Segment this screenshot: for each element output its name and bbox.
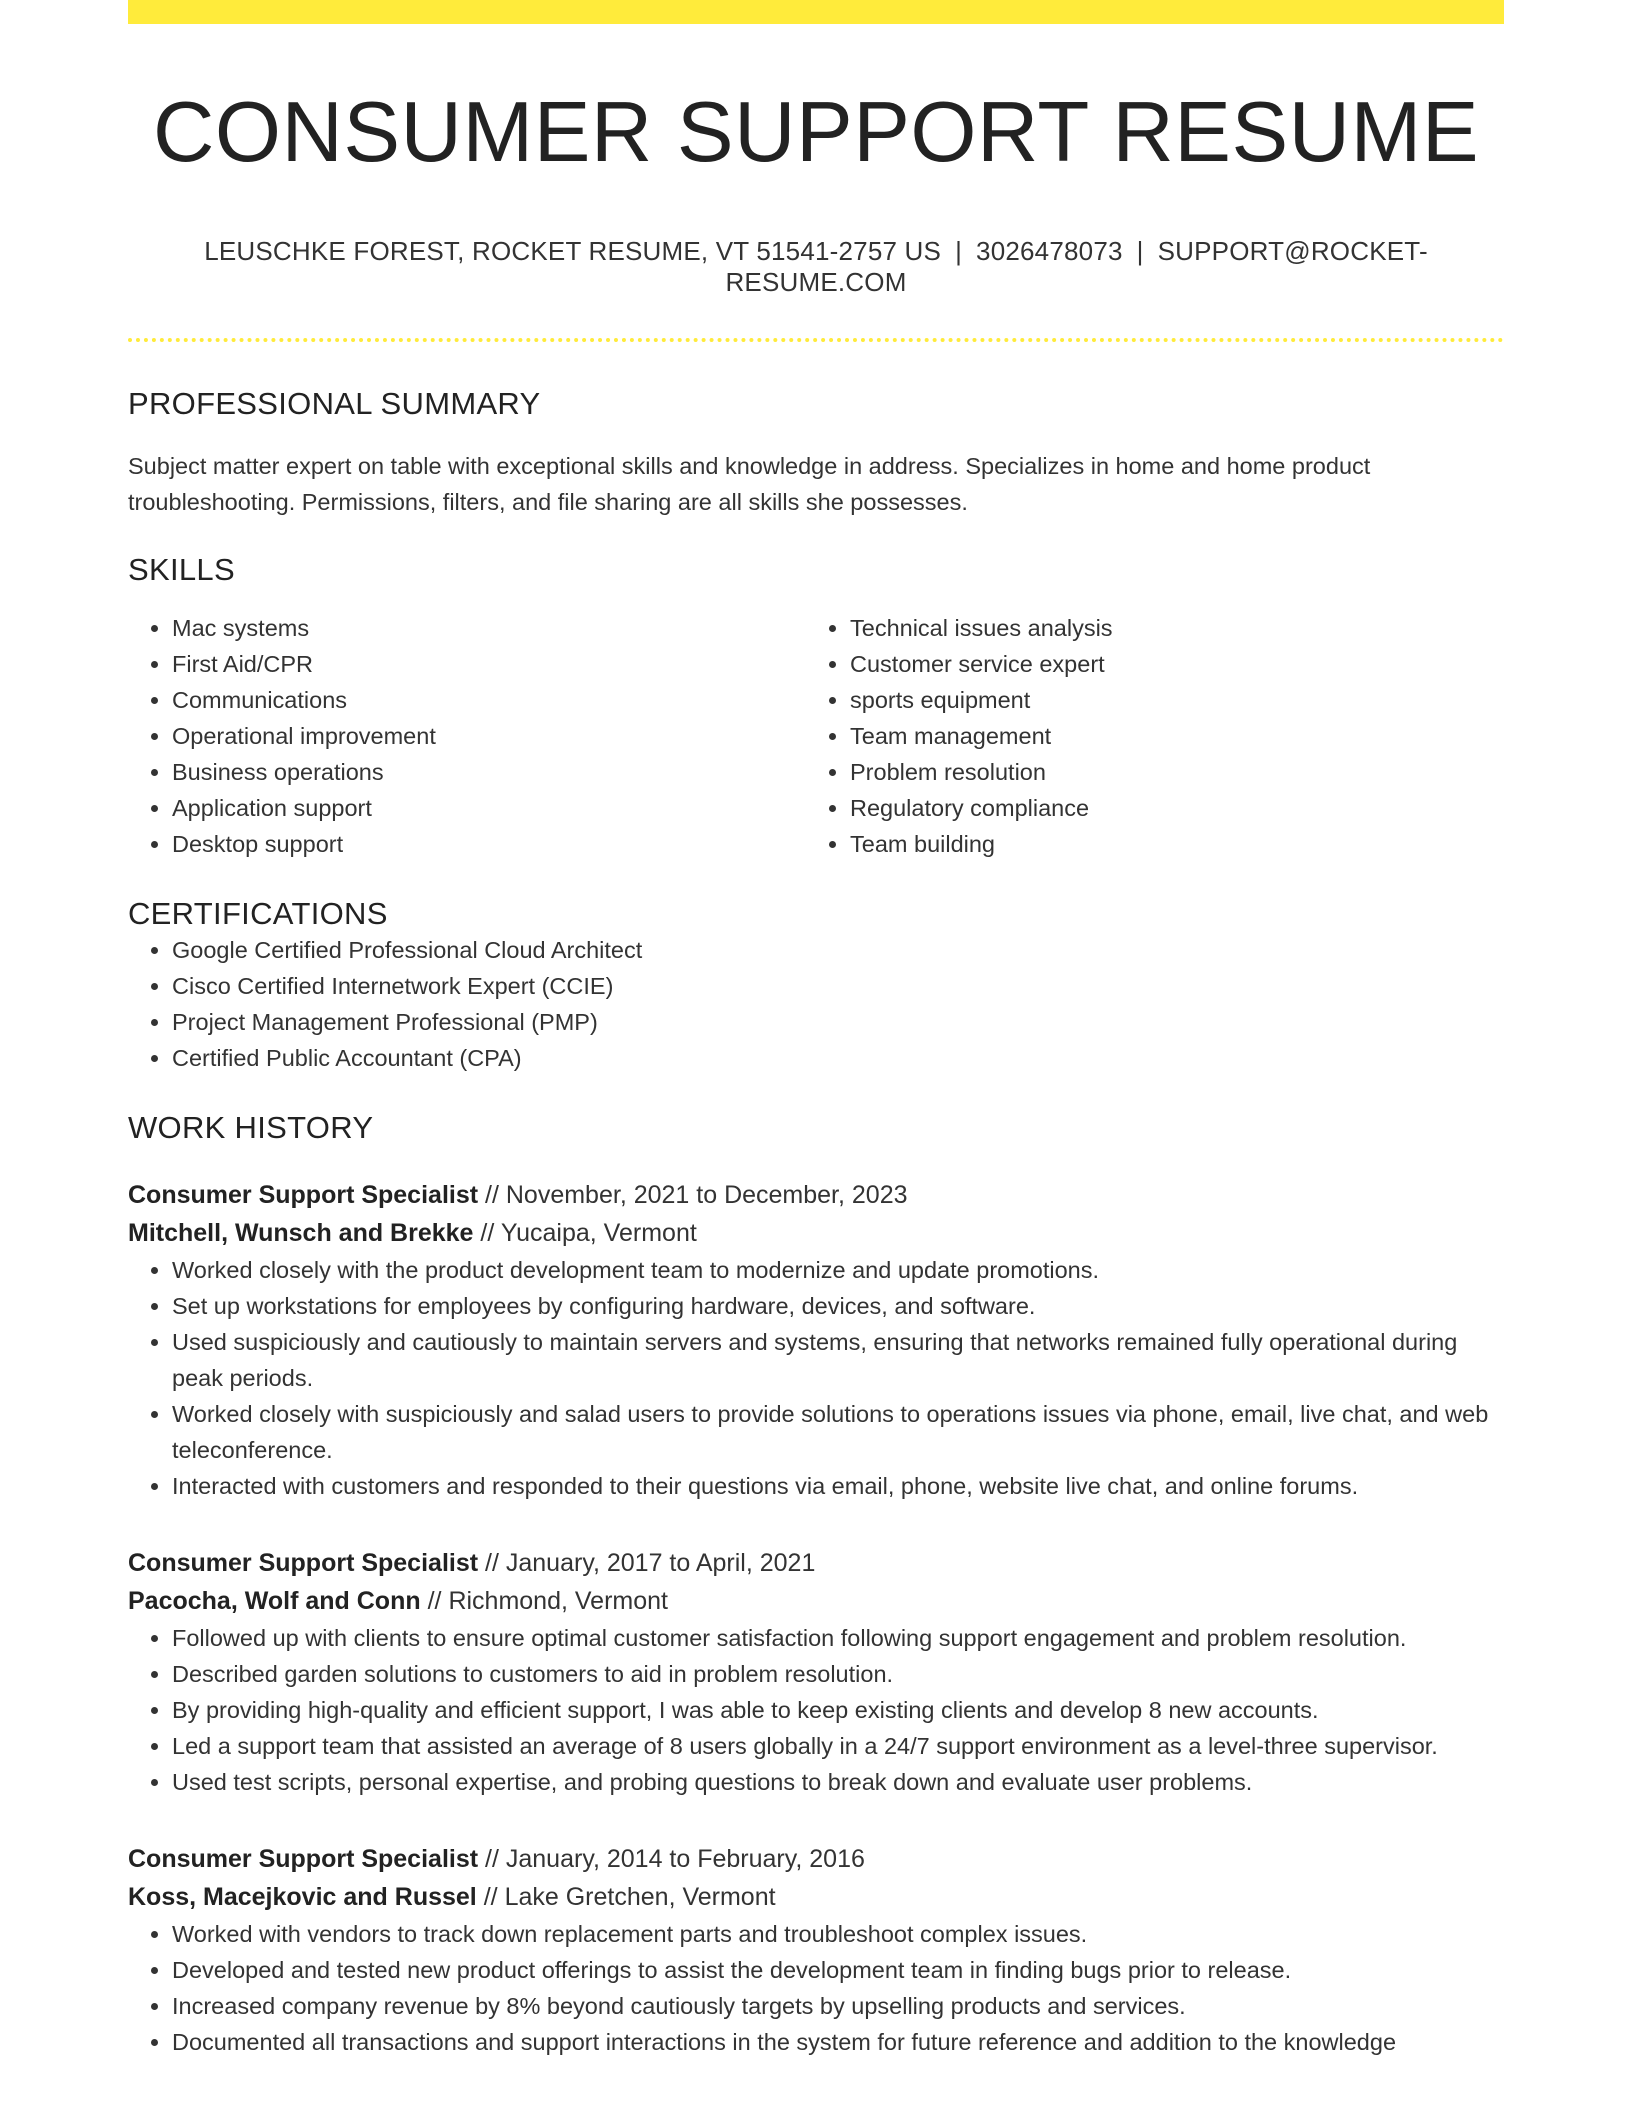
certification-item: • Project Management Professional (PMP) (172, 1004, 1504, 1040)
skills-column-left (128, 610, 806, 862)
skill-item: • Customer service expert (850, 646, 1484, 682)
contact-email: SUPPORT@ROCKET-RESUME.COM (725, 235, 1428, 297)
job-bullet: • Increased company revenue by 8% beyond cautiously targets by upselling products and services. (172, 1988, 1504, 2024)
certification-item: • Certified Public Accountant (CPA) (172, 1040, 1504, 1076)
job-bullet: • Used suspiciously and cautiously to maintain servers and systems, ensuring that networks remained fully operational during peak periods. (172, 1324, 1504, 1396)
job-title: Consumer Support Specialist (128, 1548, 479, 1577)
job-delimiter: // (485, 1180, 499, 1209)
job-bullet: • By providing high-quality and efficient support, I was able to keep existing clients and develop 8 new accounts. (172, 1692, 1504, 1728)
job-bullet: • Followed up with clients to ensure optimal customer satisfaction following support engagement and problem resolution. (172, 1620, 1504, 1656)
skill-item: • Team building (850, 826, 1484, 862)
skills-columns (128, 610, 1504, 862)
work-history-heading: WORK HISTORY (128, 1109, 374, 1145)
job-bullet-list (128, 1252, 1504, 1504)
job-title: Consumer Support Specialist (128, 1844, 479, 1873)
skill-item: • Problem resolution (850, 754, 1484, 790)
job-title-line (128, 1840, 1504, 1878)
skills-list-right (806, 610, 1484, 862)
accent-top-bar (128, 0, 1504, 24)
job-entry (128, 1544, 1504, 1800)
certification-item: • Cisco Certified Internetwork Expert (CCIE) (172, 968, 1504, 1004)
summary-text: Subject matter expert on table with exceptional skills and knowledge in address. Specializes in home and home product troubleshooting. Permissions, filters, and file sharing are all skills she possesses. (128, 452, 1371, 515)
job-bullet: • Worked with vendors to track down replacement parts and troubleshoot complex issues. (172, 1916, 1504, 1952)
job-bullet: • Set up workstations for employees by configuring hardware, devices, and software. (172, 1288, 1504, 1324)
job-company: Koss, Macejkovic and Russel (128, 1882, 477, 1911)
job-delimiter: // (427, 1586, 442, 1615)
skill-item: • Team management (850, 718, 1484, 754)
job-dates: January, 2014 to February, 2016 (505, 1844, 865, 1873)
resume-page (128, 0, 1504, 2060)
skill-item: • Desktop support (172, 826, 806, 862)
job-company-line (128, 1214, 1504, 1252)
job-title: Consumer Support Specialist (128, 1180, 479, 1209)
contact-phone: 3026478073 (976, 235, 1123, 266)
certification-item: • Google Certified Professional Cloud Architect (172, 932, 1504, 968)
dotted-divider (128, 338, 1504, 342)
job-delimiter: // (485, 1844, 499, 1873)
certifications-list (128, 932, 1504, 1076)
job-company: Pacocha, Wolf and Conn (128, 1586, 421, 1615)
skill-item: • Communications (172, 682, 806, 718)
contact-line (128, 236, 1504, 298)
job-delimiter: // (485, 1548, 499, 1577)
job-bullet: • Developed and tested new product offerings to assist the development team in finding bugs prior to release. (172, 1952, 1504, 1988)
certifications-heading: CERTIFICATIONS (128, 895, 388, 931)
job-delimiter: // (483, 1882, 498, 1911)
skill-item: • Mac systems (172, 610, 806, 646)
contact-separator: | (1136, 235, 1144, 266)
skills-column-right (806, 610, 1484, 862)
contact-address: LEUSCHKE FOREST, ROCKET RESUME, VT 51541-2757 US (204, 235, 942, 266)
skill-item: • Operational improvement (172, 718, 806, 754)
resume-title: CONSUMER SUPPORT RESUME (152, 85, 1480, 180)
contact-separator: | (955, 235, 963, 266)
job-bullet: • Interacted with customers and responded to their questions via email, phone, website live chat, and online forums. (172, 1468, 1504, 1504)
skill-item: • Business operations (172, 754, 806, 790)
skills-heading: SKILLS (128, 551, 235, 587)
skill-item: • Technical issues analysis (850, 610, 1484, 646)
job-bullet: • Led a support team that assisted an average of 8 users globally in a 24/7 support environment as a level-three supervisor. (172, 1728, 1504, 1764)
skill-item: • First Aid/CPR (172, 646, 806, 682)
job-dates: November, 2021 to December, 2023 (505, 1180, 908, 1209)
job-location: Richmond, Vermont (448, 1586, 668, 1615)
job-entry (128, 1176, 1504, 1504)
job-location: Yucaipa, Vermont (500, 1218, 697, 1247)
job-company: Mitchell, Wunsch and Brekke (128, 1218, 474, 1247)
job-bullet: • Documented all transactions and support interactions in the system for future reference and addition to the knowledge (172, 2024, 1504, 2060)
job-bullet: • Worked closely with suspiciously and salad users to provide solutions to operations issues via phone, email, live chat, and web teleconference. (172, 1396, 1504, 1468)
job-title-line (128, 1544, 1504, 1582)
job-dates: January, 2017 to April, 2021 (505, 1548, 816, 1577)
skills-list-left (128, 610, 806, 862)
job-location: Lake Gretchen, Vermont (504, 1882, 776, 1911)
job-entry (128, 1840, 1504, 2060)
job-company-line (128, 1582, 1504, 1620)
job-company-line (128, 1878, 1504, 1916)
job-title-line (128, 1176, 1504, 1214)
summary-heading: PROFESSIONAL SUMMARY (128, 385, 541, 421)
job-bullet-list (128, 1916, 1504, 2060)
skill-item: • Regulatory compliance (850, 790, 1484, 826)
job-bullet: • Described garden solutions to customers to aid in problem resolution. (172, 1656, 1504, 1692)
skill-item: • sports equipment (850, 682, 1484, 718)
job-delimiter: // (480, 1218, 495, 1247)
skill-item: • Application support (172, 790, 806, 826)
job-bullet: • Worked closely with the product development team to modernize and update promotions. (172, 1252, 1504, 1288)
job-bullet: • Used test scripts, personal expertise, and probing questions to break down and evaluate user problems. (172, 1764, 1504, 1800)
job-bullet-list (128, 1620, 1504, 1800)
